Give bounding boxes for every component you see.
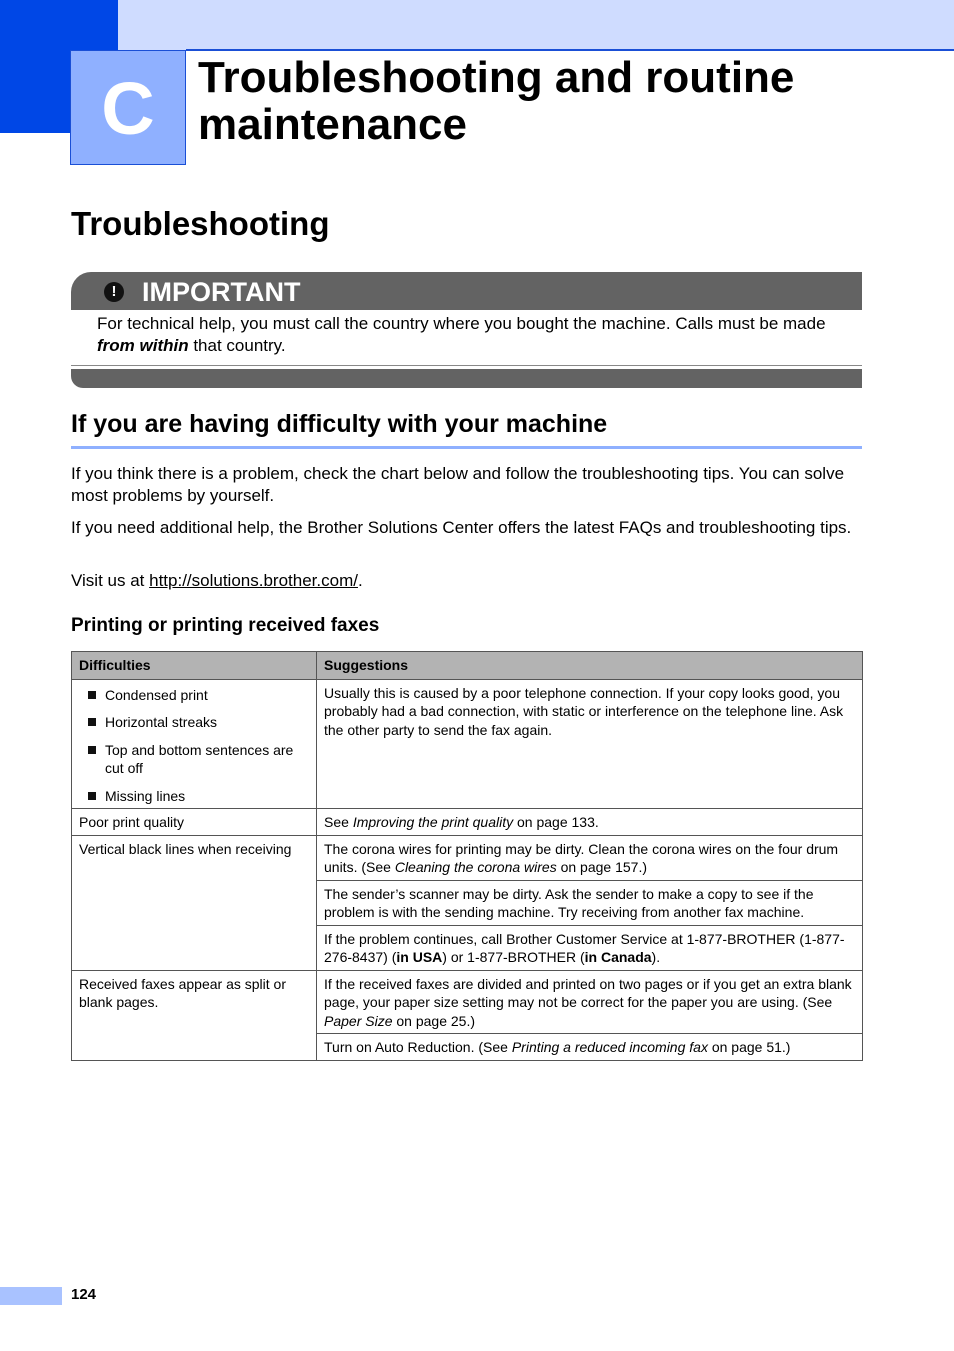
suggestion-cell: If the received faxes are divided and printed on two pages or if you get an extra blank page, your paper size setting may not be correct for the paper you are using. (See Paper Size on page 25.) [317, 970, 863, 1034]
footer-tab [0, 1287, 62, 1305]
chapter-letter: C [101, 67, 155, 150]
visit-paragraph: Visit us at http://solutions.brother.com/. [71, 571, 363, 590]
cross-reference: Paper Size [324, 1012, 393, 1029]
top-header-band [0, 0, 954, 50]
table-row [72, 970, 863, 1034]
subsection-rule [71, 446, 862, 449]
difficulty-list [79, 686, 309, 806]
table-row [72, 679, 863, 809]
table-row [72, 809, 863, 836]
cross-reference: Improving the print quality [352, 814, 514, 830]
important-footer-bar [71, 369, 862, 388]
important-divider [71, 365, 862, 366]
list-item: Horizontal streaks [79, 713, 309, 732]
important-banner [71, 272, 862, 310]
square-bullet-icon [88, 792, 96, 800]
suggestion-cell: Usually this is caused by a poor telephone connection. If your copy looks good, you probably had a bad connection, with static or interference on the telephone line. Ask the other party to send the fax again. [317, 679, 863, 809]
important-label: IMPORTANT [142, 277, 301, 307]
subsubsection-title: Printing or printing received faxes [71, 615, 380, 636]
table-row [72, 835, 863, 880]
difficulty-cell: Poor print quality [72, 809, 317, 836]
intro-paragraph: If you think there is a problem, check the chart below and follow the troubleshooting tips. You can solve most problems by yourself. [71, 464, 845, 505]
suggestion-cell: See Improving the print quality on page 133. [317, 809, 863, 836]
square-bullet-icon [88, 691, 96, 699]
header-suggestions: Suggestions [317, 652, 863, 680]
square-bullet-icon [88, 746, 96, 754]
difficulty-cell [72, 679, 317, 809]
chapter-rule [186, 49, 954, 51]
list-item: Missing lines [79, 787, 309, 806]
suggestion-cell: The sender’s scanner may be dirty. Ask the sender to make a copy to see if the problem is with the sending machine. Try receiving from another fax machine. [317, 880, 863, 925]
section-title: Troubleshooting [71, 205, 330, 242]
difficulty-cell: Received faxes appear as split or blank pages. [72, 970, 317, 1060]
page-number: 124 [71, 1286, 97, 1303]
cross-reference: Cleaning the corona wires [394, 859, 557, 875]
chapter-letter-box [70, 50, 186, 165]
troubleshooting-table [71, 651, 863, 1061]
header-difficulties: Difficulties [72, 652, 317, 680]
subsection-title: If you are having difficulty with your machine [71, 410, 608, 438]
list-item: Top and bottom sentences are cut off [79, 741, 309, 778]
suggestion-cell: If the problem continues, call Brother Customer Service at 1-877-BROTHER (1-877-276-8437) (in USA) or 1-877-BROTHER (in Canada). [317, 925, 863, 970]
help-paragraph: If you need additional help, the Brother Solutions Center offers the latest FAQs and troubleshooting tips. [71, 518, 852, 537]
suggestion-cell: The corona wires for printing may be dirty. Clean the corona wires on the four drum units. (See Cleaning the corona wires on page 157.) [317, 835, 863, 880]
suggestion-cell: Turn on Auto Reduction. (See Printing a reduced incoming fax on page 51.) [317, 1034, 863, 1061]
list-item: Condensed print [79, 686, 309, 705]
cross-reference: Printing a reduced incoming fax [511, 1039, 708, 1055]
chapter-title: Troubleshooting and routine maintenance [198, 53, 795, 149]
square-bullet-icon [88, 718, 96, 726]
important-emphasis: from within [97, 336, 189, 355]
solutions-link[interactable]: http://solutions.brother.com/ [149, 571, 358, 590]
table-header-row [72, 652, 863, 680]
exclamation-icon: ! [104, 282, 124, 302]
important-text: For technical help, you must call the country where you bought the machine. Calls must be made from within that country. [97, 314, 826, 355]
difficulty-cell: Vertical black lines when receiving [72, 835, 317, 970]
